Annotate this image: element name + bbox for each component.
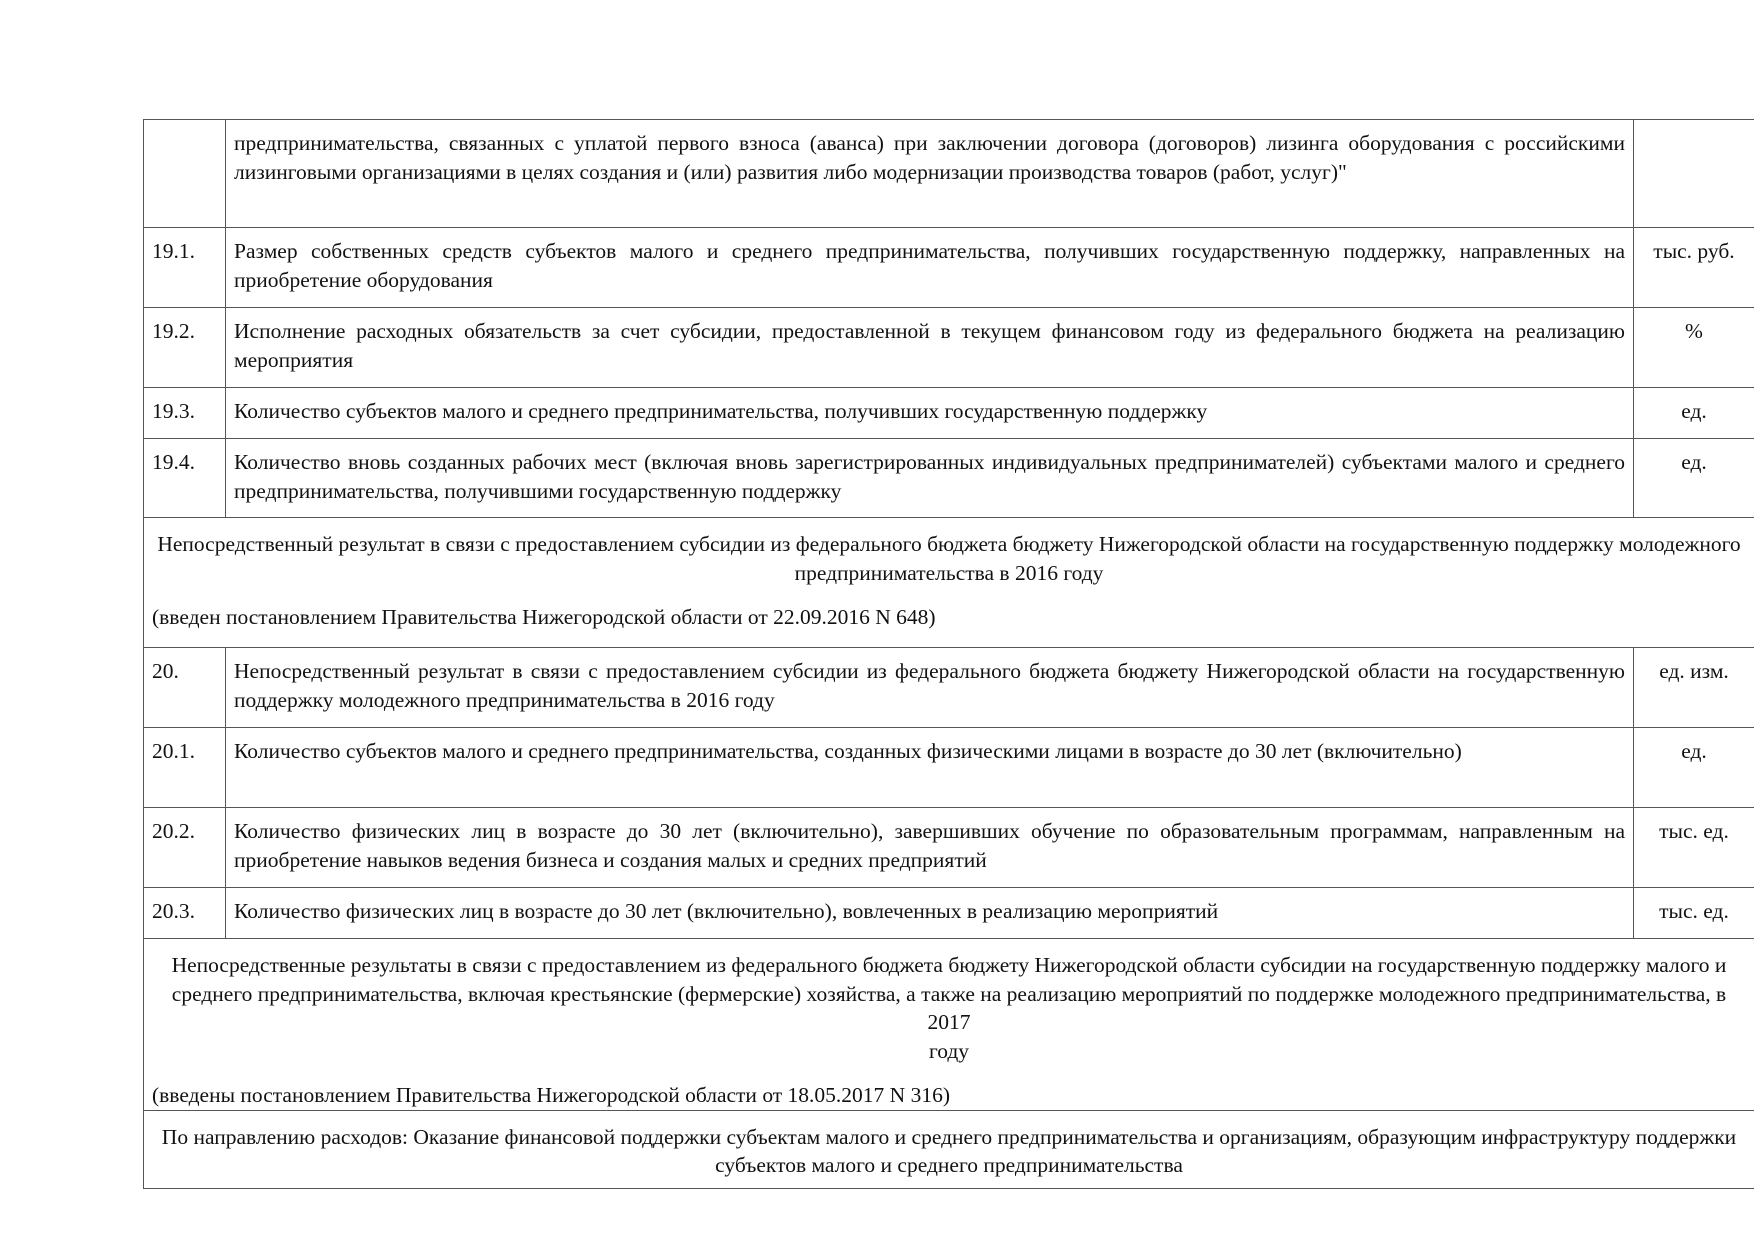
section-header: [144, 518, 1754, 648]
section-heading-line: Непосредственный результат в связи с предоставлением субсидии из федерального бюджета бюджету Нижегородской области на государственную поддержку молодежного: [157, 532, 1741, 556]
indicators-table: [143, 119, 1754, 1189]
row-text: Исполнение расходных обязательств за счет субсидии, предоставленной в текущем финансовом году из федерального бюджета на реализацию мероприятия: [226, 308, 1634, 388]
row-number: 19.3.: [144, 388, 226, 439]
table-row: [144, 648, 1754, 728]
section-note: (введены постановлением Правительства Нижегородской области от 18.05.2017 N 316): [152, 1083, 950, 1107]
row-text: Количество физических лиц в возрасте до 30 лет (включительно), завершивших обучение по образовательным программам, направленным на приобретение навыков ведения бизнеса и создания малых и средних предприятий: [226, 808, 1634, 888]
row-text: Размер собственных средств субъектов малого и среднего предпринимательства, получивших государственную поддержку, направленных на приобретение оборудования: [226, 228, 1634, 308]
row-unit: тыс. руб.: [1634, 228, 1754, 308]
section-heading-line: году: [928, 1038, 970, 1063]
row-unit: тыс. ед.: [1634, 888, 1754, 939]
row-unit: тыс. ед.: [1634, 808, 1754, 888]
row-unit: [1634, 120, 1754, 228]
section-heading-line: По направлению расходов: Оказание финансовой поддержки субъектам малого и среднего предпринимательства и организациям, образующим инфраструктуру поддержки: [161, 1124, 1737, 1149]
section-header: [144, 1110, 1754, 1188]
section-heading-line: субъектов малого и среднего предпринимательства: [715, 1153, 1183, 1177]
section-note: (введен постановлением Правительства Нижегородской области от 22.09.2016 N 648): [152, 605, 936, 629]
row-text: Количество субъектов малого и среднего предпринимательства, созданных физическими лицами в возрасте до 30 лет (включительно): [226, 728, 1634, 808]
row-text: Количество субъектов малого и среднего предпринимательства, получивших государственную поддержку: [226, 388, 1634, 439]
row-number: 19.1.: [144, 228, 226, 308]
table-row: [144, 228, 1754, 308]
table-row: [144, 728, 1754, 808]
table-row: [144, 808, 1754, 888]
table-row: [144, 308, 1754, 388]
row-unit: ед.: [1634, 439, 1754, 518]
row-number: 20.1.: [144, 728, 226, 808]
row-number: [144, 120, 226, 228]
row-unit: ед. изм.: [1634, 648, 1754, 728]
row-unit: ед.: [1634, 388, 1754, 439]
row-unit: ед.: [1634, 728, 1754, 808]
table-row: [144, 388, 1754, 439]
section-heading-line: предпринимательства в 2016 году: [794, 560, 1104, 585]
row-unit: %: [1634, 308, 1754, 388]
row-text: предпринимательства, связанных с уплатой первого взноса (аванса) при заключении договора (договоров) лизинга оборудования с российскими лизинговыми организациями в целях создания и (или) развития либо модернизации производства товаров (работ, услуг)": [226, 120, 1634, 228]
table-row: [144, 888, 1754, 939]
row-number: 20.2.: [144, 808, 226, 888]
row-text: Количество физических лиц в возрасте до 30 лет (включительно), вовлеченных в реализацию мероприятий: [226, 888, 1634, 939]
row-number: 19.4.: [144, 439, 226, 518]
row-text: Количество вновь созданных рабочих мест (включая вновь зарегистрированных индивидуальных предпринимателей) субъектами малого и среднего предпринимательства, получившими государственную поддержку: [226, 439, 1634, 518]
section-header: [144, 939, 1754, 1111]
row-number: 20.3.: [144, 888, 226, 939]
table-row: [144, 439, 1754, 518]
row-number: 20.: [144, 648, 226, 728]
table-row: [144, 120, 1754, 228]
section-heading-line: среднего предпринимательства, включая крестьянские (фермерские) хозяйства, а также на реализацию мероприятий по поддержке молодежного предпринимательства, в 2017: [171, 981, 1727, 1034]
section-heading-line: Непосредственные результаты в связи с предоставлением из федерального бюджета бюджету Нижегородской области субсидии на государственную поддержку малого и: [171, 953, 1727, 977]
row-text: Непосредственный результат в связи с предоставлением субсидии из федерального бюджета бюджету Нижегородской области на государственную поддержку молодежного предпринимательства в 2016 году: [226, 648, 1634, 728]
row-number: 19.2.: [144, 308, 226, 388]
